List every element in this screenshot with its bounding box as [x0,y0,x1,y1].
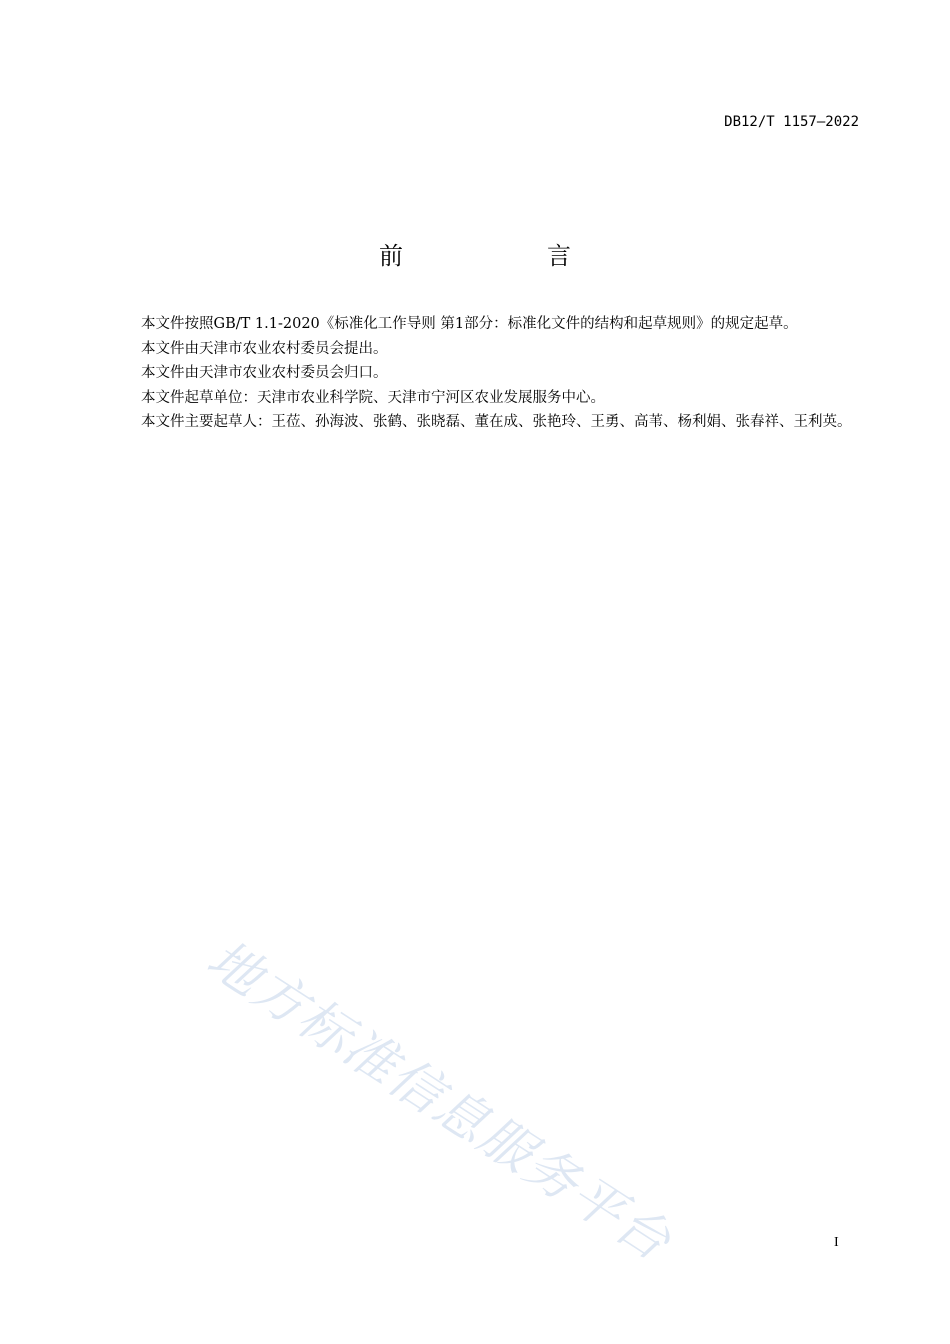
page-number: I [834,1235,839,1250]
paragraph-drafters: 本文件主要起草人：王莅、孙海波、张鹤、张晓磊、董在成、张艳玲、王勇、高苇、杨利娟、张春祥、王利英。 [141,414,852,430]
document-body [112,312,860,435]
paragraph-proposer: 本文件由天津市农业农村委员会提出。 [141,340,388,357]
paragraph-drafting-units: 本文件起草单位：天津市农业科学院、天津市宁河区农业发展服务中心。 [141,389,605,406]
document-code: DB12/T 1157—2022 [724,114,859,130]
watermark: 地方标准信息服务平台 [196,928,682,1274]
page-title: 前 言 [379,242,631,270]
paragraph-standard-basis: 本文件按照GB/T 1.1-2020《标准化工作导则 第1部分：标准化文件的结构和起草规则》的规定起草。 [141,316,798,332]
paragraph-administrator: 本文件由天津市农业农村委员会归口。 [141,365,388,381]
